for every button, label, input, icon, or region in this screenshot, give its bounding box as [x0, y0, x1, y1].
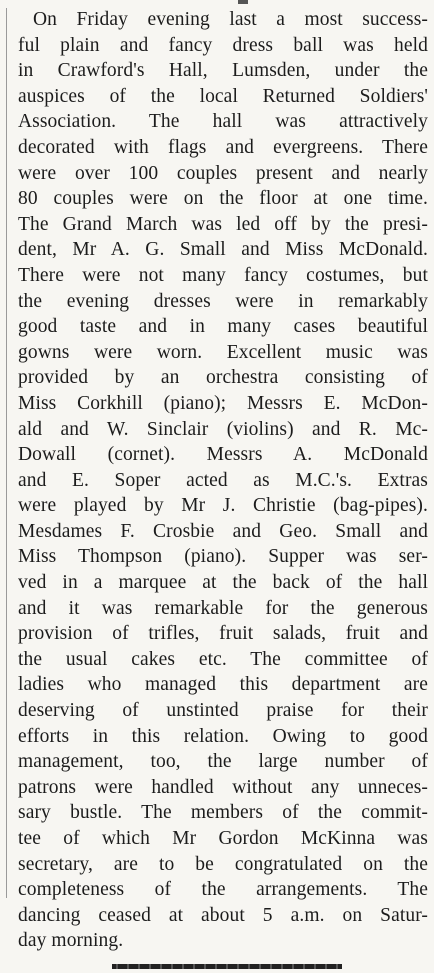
article-line: good taste and in many cases beautiful — [18, 316, 428, 338]
top-separator-mark — [238, 0, 248, 4]
article-line: Association. The hall was attractively — [18, 111, 428, 133]
article-line: Miss Thompson (piano). Supper was ser- — [18, 546, 428, 568]
article-line: the usual cakes etc. The committee of — [18, 648, 428, 670]
article-line: the evening dresses were in remarkably — [18, 290, 428, 312]
end-of-article-rule — [112, 964, 342, 969]
article-line: ved in a marquee at the back of the hall — [18, 572, 428, 594]
article-line: The Grand March was led off by the presi- — [18, 213, 428, 235]
article-line: gowns were worn. Excellent music was — [18, 341, 428, 363]
article-line: tee of which Mr Gordon McKinna was — [18, 828, 428, 849]
article-line: auspices of the local Returned Soldiers' — [18, 85, 428, 107]
article-line: dancing ceased at about 5 a.m. on Satur- — [18, 904, 428, 926]
article-line: were over 100 couples present and nearly — [18, 162, 428, 184]
article-line: There were not many fancy costumes, but — [18, 264, 428, 286]
article-line: were played by Mr J. Christie (bag-pipes). — [18, 495, 428, 517]
article-line: ladies who managed this department are — [18, 674, 428, 696]
article-line: Mesdames F. Crosbie and Geo. Small and — [18, 520, 428, 542]
article-line: secretary, are to be congratulated on the — [18, 853, 428, 875]
article-line: dent, Mr A. G. Small and Miss McDonald. — [18, 239, 428, 261]
article-line: On Friday evening last a most success- — [33, 9, 428, 30]
article-line: and it was remarkable for the generous — [18, 597, 428, 619]
article-line: day morning. — [18, 930, 124, 952]
article-line: and E. Soper acted as M.C.'s. Extras — [18, 469, 428, 491]
article-body — [18, 7, 428, 954]
article-line: sary bustle. The members of the commit- — [18, 802, 428, 824]
article-line: provision of trifles, fruit salads, fruit and — [18, 623, 428, 645]
article-line: management, too, the large number of — [18, 751, 428, 773]
article-line: ald and W. Sinclair (violins) and R. Mc- — [18, 418, 428, 440]
article-line: 80 couples were on the floor at one time. — [18, 188, 428, 210]
article-line: completeness of the arrangements. The — [18, 879, 428, 901]
article-line: Dowall (cornet). Messrs A. McDonald — [18, 444, 428, 466]
article-line: decorated with flags and evergreens. There — [18, 136, 428, 158]
article-line: efforts in this relation. Owing to good — [18, 725, 428, 747]
article-line: Miss Corkhill (piano); Messrs E. McDon- — [18, 392, 428, 414]
article-line: patrons were handled without any unneces- — [18, 776, 428, 798]
article-line: provided by an orchestra consisting of — [18, 367, 428, 389]
column-rule — [6, 8, 7, 898]
article-line: deserving of unstinted praise for their — [18, 700, 428, 722]
article-line: in Crawford's Hall, Lumsden, under the — [18, 60, 428, 82]
article-line: ful plain and fancy dress ball was held — [18, 34, 428, 56]
